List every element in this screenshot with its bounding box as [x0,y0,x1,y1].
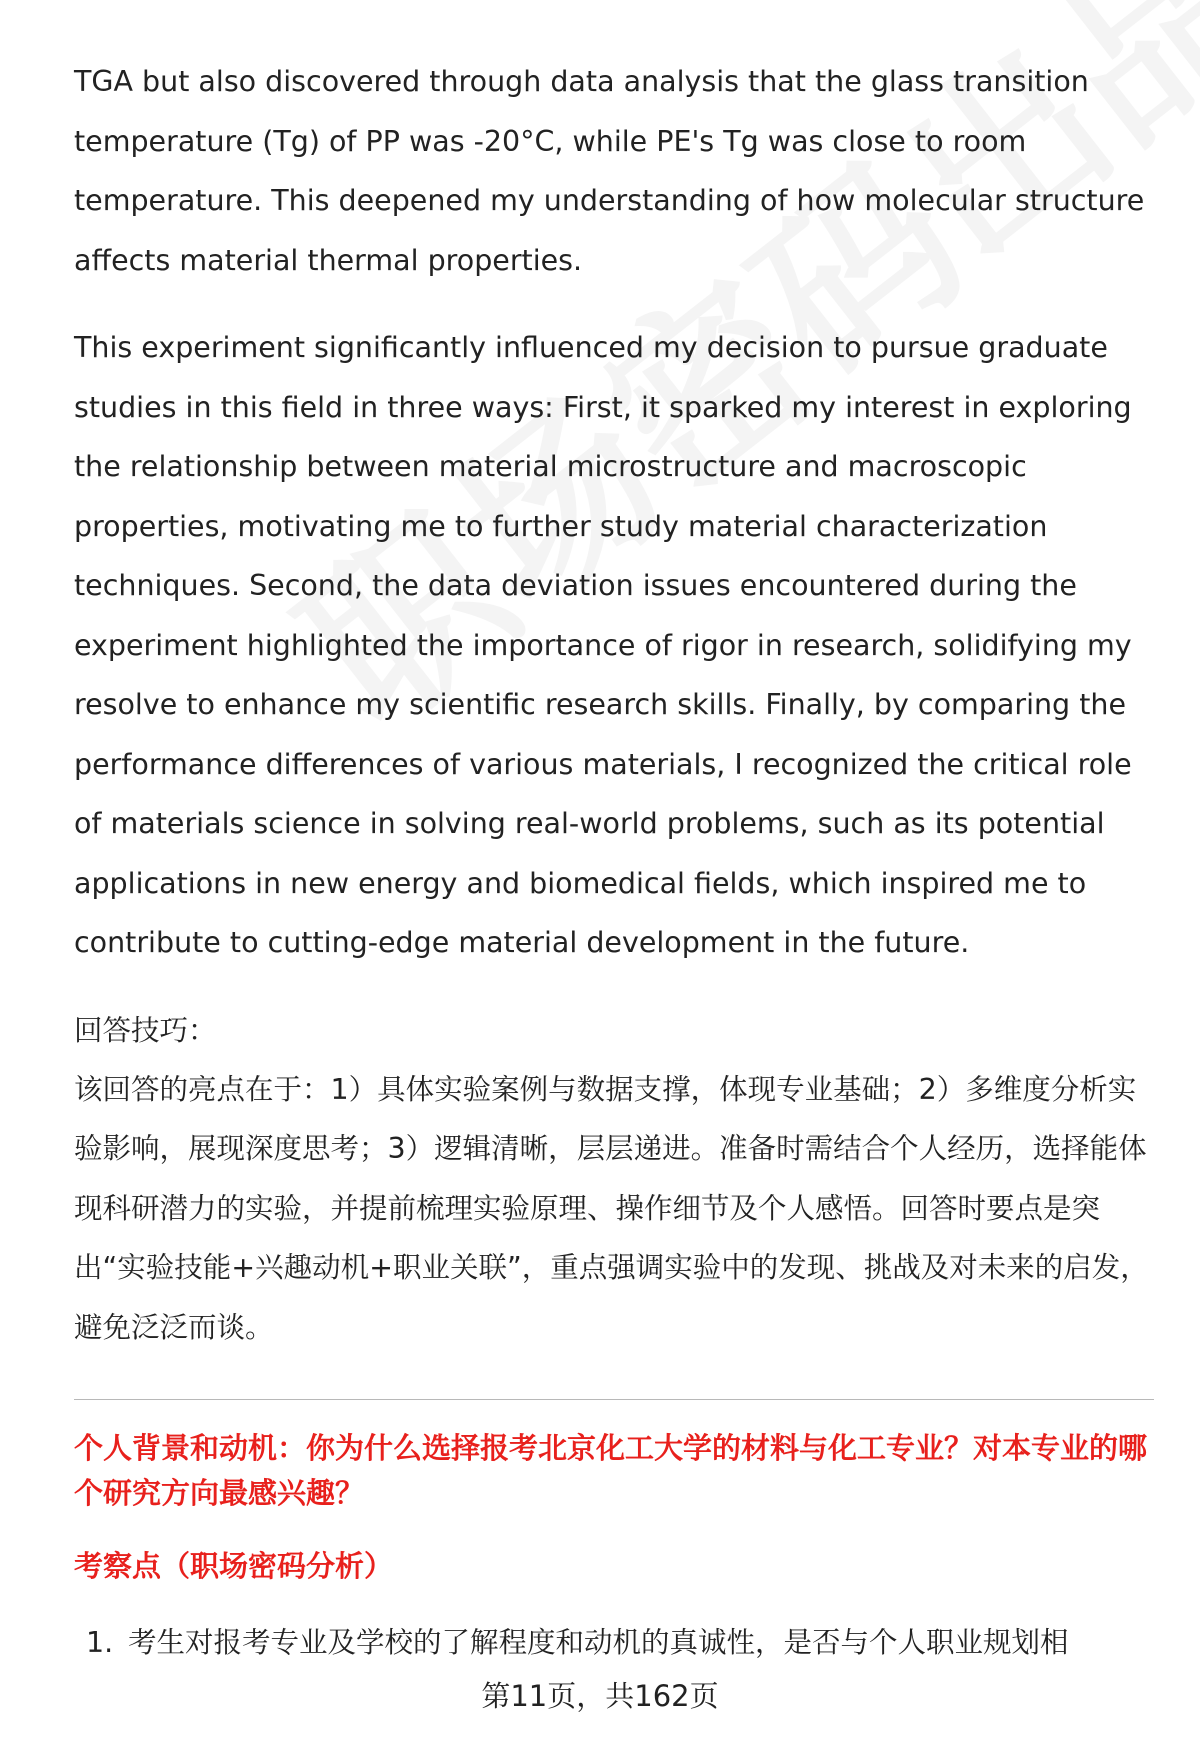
page-footer: 第11页，共162页 [481,1679,719,1713]
list-item-number: 1. [86,1626,114,1659]
page-content [74,52,1154,1672]
paragraph-experiment-influence: This experiment significantly influenced my decision to pursue graduate studies in this field in three ways: First, it sparked my interest in exploring the relationship between material microstructure and macroscopic properties, motivating me to further study material characterization techniques. Second, the data deviation issues encountered during the experiment highlighted the importance of rigor in research, solidifying my resolve to enhance my scientific research skills. Finally, by comparing the performance differences of various materials, I recognized the critical role of materials science in solving real-world problems, such as its potential applications in new energy and biomedical fields, which inspired me to contribute to cutting-edge material development in the future. [74,331,1132,959]
assessment-subheading: 考察点（职场密码分析） [74,1549,394,1583]
section-divider [74,1399,1154,1400]
tips-body: 该回答的亮点在于：1）具体实验案例与数据支撑，体现专业基础；2）多维度分析实验影响，展现深度思考；3）逻辑清晰，层层递进。准备时需结合个人经历，选择能体现科研潜力的实验，并提前梳理实验原理、操作细节及个人感悟。回答时要点是突出“实验技能+兴趣动机+职业关联”，重点强调实验中的发现、挑战及对未来的启发，避免泛泛而谈。 [74,1072,1149,1344]
list-item-text: 考生对报考专业及学校的了解程度和动机的真诚性，是否与个人职业规划相 [128,1626,1069,1659]
tips-label: 回答技巧： [74,1013,217,1047]
list-item [74,1613,1154,1672]
assessment-points-list [74,1613,1154,1672]
question-heading: 个人背景和动机：你为什么选择报考北京化工大学的材料与化工专业？对本专业的哪个研究方向最感兴趣？ [74,1431,1148,1510]
paragraph-tga-results: TGA but also discovered through data analysis that the glass transition temperature (Tg) of PP was -20°C, while PE's Tg was close to room temperature. This deepened my understanding of how molecular structure affects material thermal properties. [74,65,1145,277]
